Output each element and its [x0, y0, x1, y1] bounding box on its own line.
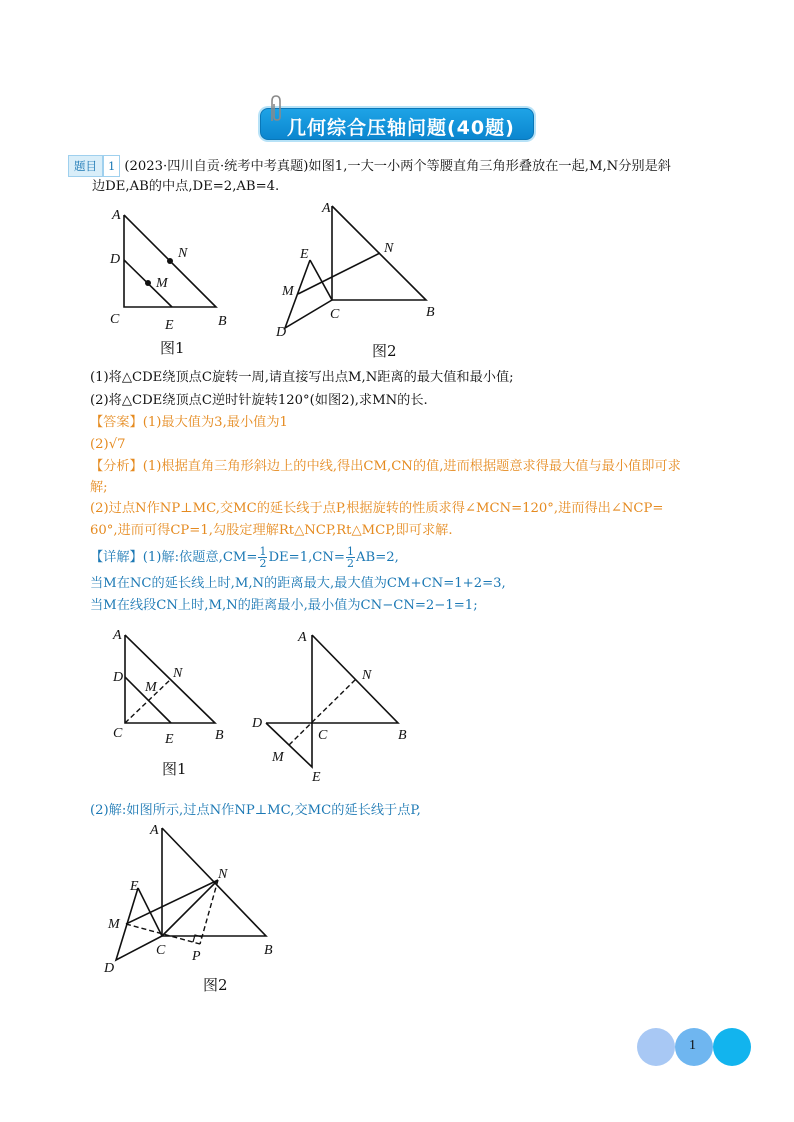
point-n	[167, 258, 173, 264]
point-m	[145, 280, 151, 286]
label-c: C	[110, 312, 120, 327]
detail-label: 【详解】	[90, 550, 143, 565]
detail-line-4: (2)解:如图所示,过点N作NP⊥MC,交MC的延长线于点P,	[90, 803, 421, 818]
title-box	[260, 108, 534, 140]
answer-line-1	[90, 414, 288, 432]
detail-text-1a: (1)解:依题意,CM=	[142, 550, 258, 565]
answer-line-2	[90, 436, 125, 454]
problem-line-2: 边DE,AB的中点,DE=2,AB=4.	[92, 179, 280, 194]
problem-number: 1	[103, 155, 120, 177]
figure-1-top	[100, 205, 240, 335]
question-2: (2)将△CDE绕顶点C逆时针旋转120°(如图2),求MN的长.	[90, 393, 428, 408]
label-e: E	[312, 770, 321, 785]
label-a: A	[113, 628, 122, 643]
problem-text-1: (2023·四川自贡·统考中考真题)如图1,一大一小两个等腰直角三角形叠放在一起,M,N分别是斜	[124, 159, 671, 174]
label-d: D	[252, 716, 263, 731]
segment-cn	[162, 880, 218, 936]
answer-2-prefix: (2)	[90, 437, 109, 452]
analysis-text-1: (1)根据直角三角形斜边上的中线,得出CM,CN的值,进而根据题意求得最大值与最小值即可求	[142, 459, 681, 474]
label-n: N	[173, 666, 183, 681]
detail-line-1	[90, 546, 399, 569]
label-a: A	[322, 201, 331, 216]
page-circle-left	[637, 1028, 675, 1066]
label-e: E	[300, 247, 309, 262]
label-e: E	[165, 318, 174, 333]
segment-mn	[298, 253, 380, 294]
label-b: B	[218, 314, 227, 329]
figure-3-caption: 图1	[162, 760, 187, 778]
label-b: B	[398, 728, 407, 743]
detail-line-2: 当M在NC的延长线上时,M,N的距离最大,最大值为CM+CN=1+2=3,	[90, 576, 506, 591]
label-c: C	[156, 943, 166, 958]
question-1: (1)将△CDE绕顶点C旋转一周,请直接写出点M,N距离的最大值和最小值;	[90, 370, 514, 385]
label-b: B	[426, 305, 435, 320]
paperclip-icon	[264, 95, 286, 125]
title-banner	[258, 103, 536, 143]
label-n: N	[178, 246, 188, 261]
segment-mn	[126, 880, 218, 924]
label-e: E	[165, 732, 174, 747]
label-e: E	[130, 879, 139, 894]
figure-1-middle	[105, 625, 240, 750]
analysis-line-2: 解;	[90, 480, 108, 495]
label-c: C	[330, 307, 340, 322]
figure-2-middle	[248, 625, 418, 785]
page-number: 1	[689, 1038, 696, 1053]
fraction-half-1: $\frac{1}{2}$	[259, 545, 267, 570]
analysis-label: 【分析】	[90, 459, 143, 474]
label-c: C	[113, 726, 123, 741]
figure-2-top	[270, 198, 450, 343]
figure-5-caption: 图2	[203, 976, 228, 994]
label-d: D	[104, 961, 115, 976]
analysis-line-3: (2)过点N作NP⊥MC,交MC的延长线于点P,根据旋转的性质求得∠MCN=120°,进而得出∠NCP=	[90, 501, 664, 516]
figure-1-caption: 图1	[160, 339, 185, 357]
page-title: 几何综合压轴问题(40题)	[287, 117, 515, 139]
label-b: B	[215, 728, 224, 743]
label-a: A	[112, 208, 121, 223]
label-p: P	[192, 949, 201, 964]
label-d: D	[276, 325, 287, 340]
fraction-half-2: $\frac{1}{2}$	[346, 545, 354, 570]
label-m: M	[145, 680, 157, 695]
detail-line-3: 当M在线段CN上时,M,N的距离最小,最小值为CN−CN=2−1=1;	[90, 598, 478, 613]
label-m: M	[272, 750, 284, 765]
label-n: N	[218, 867, 228, 882]
figure-2-bottom	[100, 820, 290, 980]
label-d: D	[113, 670, 124, 685]
right-angle-mark	[193, 935, 202, 942]
label-a: A	[298, 630, 307, 645]
answer-2-value: √7	[108, 437, 126, 452]
label-n: N	[362, 668, 372, 683]
analysis-line-4: 60°,进而可得CP=1,勾股定理解Rt△NCP,Rt△MCP,即可求解.	[90, 523, 453, 538]
detail-text-1b: DE=1,CN=	[268, 550, 345, 565]
detail-text-1c: AB=2,	[355, 550, 399, 565]
page-circle-right	[713, 1028, 751, 1066]
label-m: M	[156, 276, 168, 291]
problem-line-1	[68, 155, 671, 177]
label-m: M	[282, 284, 294, 299]
label-a: A	[150, 823, 159, 838]
problem-tag: 题目	[68, 155, 103, 177]
figure-2-caption: 图2	[372, 342, 397, 360]
label-b: B	[264, 943, 273, 958]
analysis-line-1	[90, 458, 681, 476]
label-m: M	[108, 917, 120, 932]
label-d: D	[110, 252, 121, 267]
answer-label: 【答案】	[90, 415, 143, 430]
label-n: N	[384, 241, 394, 256]
label-c: C	[318, 728, 328, 743]
answer-1: (1)最大值为3,最小值为1	[142, 415, 288, 430]
